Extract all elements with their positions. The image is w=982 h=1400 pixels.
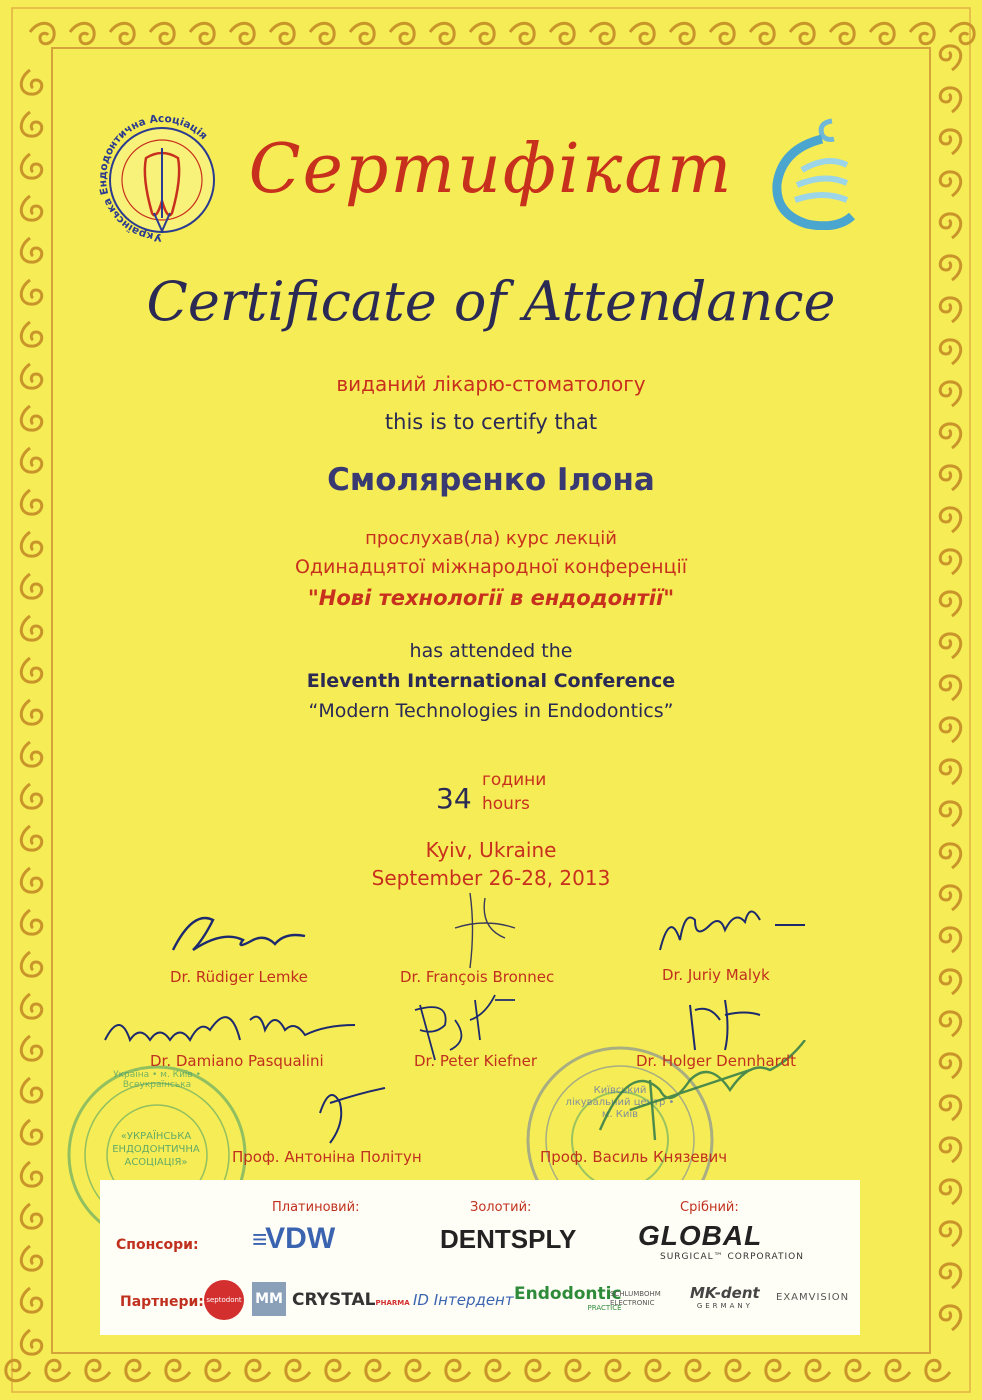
border-curl xyxy=(940,1138,960,1162)
border-curl xyxy=(940,214,960,238)
vdw-logo-text: VDW xyxy=(265,1222,336,1255)
border-curl xyxy=(940,1306,960,1330)
date: September 26-28, 2013 xyxy=(371,866,611,890)
border-curl xyxy=(910,23,934,43)
issued-ua: виданий лікарю-стоматологу xyxy=(336,372,646,396)
border-curl xyxy=(21,1162,41,1186)
signatory-politun: Проф. Антоніна Політун xyxy=(232,1148,422,1166)
attended-en: has attended the xyxy=(409,640,573,662)
border-curl xyxy=(21,1246,41,1270)
border-curl xyxy=(940,1012,960,1036)
border-curl xyxy=(390,23,414,43)
sponsor-tier-gold: Золотий: xyxy=(470,1200,532,1215)
border-curl xyxy=(870,23,894,43)
conference-en: Eleventh International Conference xyxy=(306,670,676,692)
border-curl xyxy=(21,742,41,766)
border-curl xyxy=(190,23,214,43)
border-curl xyxy=(310,23,334,43)
interdent-logo: ID Інтердент xyxy=(413,1291,514,1309)
border-curl xyxy=(86,1360,110,1380)
border-curl xyxy=(606,1360,630,1380)
crystal-logo xyxy=(292,1290,410,1310)
sponsors-label: Спонсори: xyxy=(116,1237,199,1253)
border-curl xyxy=(326,1360,350,1380)
border-curl xyxy=(166,1360,190,1380)
border-curl xyxy=(940,760,960,784)
border-curl xyxy=(150,23,174,43)
border-curl xyxy=(70,23,94,43)
border-curl xyxy=(406,1360,430,1380)
association-ring-ua: Українська Ендодонтична Асоціація xyxy=(96,112,210,244)
border-curl xyxy=(230,23,254,43)
title-en: Certificate of Attendance xyxy=(146,270,836,333)
endodontic-logo-sub: PRACTICE xyxy=(587,1304,622,1312)
attended-ua: прослухав(ла) курс лекцій xyxy=(365,528,617,549)
border-curl xyxy=(21,616,41,640)
mk-dent-logo xyxy=(690,1284,760,1310)
hours-block xyxy=(436,770,576,830)
crystal-logo-text: CRYSTAL xyxy=(292,1290,376,1310)
border-curl xyxy=(446,1360,470,1380)
border-curl xyxy=(940,1054,960,1078)
border-curl xyxy=(940,46,960,70)
border-curl xyxy=(806,1360,830,1380)
border-curl xyxy=(126,1360,150,1380)
endodontic-logo-text: Endodontic xyxy=(514,1284,622,1304)
signatory-dennhardt: Dr. Holger Dennhardt xyxy=(636,1052,796,1070)
conference-title-en: “Modern Technologies in Endodontics” xyxy=(308,700,674,722)
border-curl xyxy=(21,952,41,976)
border-curl xyxy=(270,23,294,43)
border-curl xyxy=(726,1360,750,1380)
mm-logo-text: MM xyxy=(255,1291,283,1307)
signature-bronnec xyxy=(430,888,540,973)
border-curl xyxy=(750,23,774,43)
hours-value: 34 xyxy=(436,782,472,815)
border-curl xyxy=(940,1222,960,1246)
border-curl xyxy=(350,23,374,43)
border-curl xyxy=(940,88,960,112)
border-curl xyxy=(940,1180,960,1204)
border-curl xyxy=(21,238,41,262)
border-curl xyxy=(926,1360,950,1380)
hours-label-ua: години xyxy=(482,770,547,790)
association-stamp-center: «УКРАЇНСЬКА ЕНДОДОНТИЧНА АСОЦІАЦІЯ» xyxy=(112,1131,200,1168)
border-curl xyxy=(430,23,454,43)
border-curl xyxy=(206,1360,230,1380)
clinic-stamp-ring: Київський лікувальний центр • м. Київ xyxy=(565,1085,675,1120)
border-curl xyxy=(21,1204,41,1228)
signatory-kniazevych: Проф. Василь Князевич xyxy=(540,1148,728,1166)
border-curl xyxy=(940,928,960,952)
signature-pasqualini xyxy=(100,1000,370,1060)
association-stamp-ring: Україна • м. Київ • Всеукраїнська xyxy=(113,1070,201,1090)
border-curl xyxy=(940,1096,960,1120)
border-curl xyxy=(790,23,814,43)
border-curl xyxy=(470,23,494,43)
sponsors-panel xyxy=(100,1180,860,1335)
border-curl xyxy=(6,1360,30,1380)
mk-dent-logo-sub: GERMANY xyxy=(696,1302,753,1310)
dentsply-logo: DENTSPLY xyxy=(440,1224,577,1254)
border-curl xyxy=(940,1264,960,1288)
border-curl xyxy=(670,23,694,43)
border-curl xyxy=(566,1360,590,1380)
recipient-name: Смоляренко Ілона xyxy=(327,462,655,498)
signatory-bronnec: Dr. François Bronnec xyxy=(400,968,555,986)
border-curl xyxy=(21,994,41,1018)
border-curl xyxy=(21,1330,41,1354)
border-curl xyxy=(940,340,960,364)
mk-dent-logo-text: MK-dent xyxy=(690,1284,760,1302)
border-curl xyxy=(21,910,41,934)
border-curl xyxy=(510,23,534,43)
certify-en: this is to certify that xyxy=(384,410,598,434)
border-curl xyxy=(526,1360,550,1380)
signature-lemke xyxy=(168,905,318,965)
endodontic-practice-logo xyxy=(514,1284,622,1312)
border-curl xyxy=(686,1360,710,1380)
border-curl xyxy=(710,23,734,43)
border-curl xyxy=(21,1078,41,1102)
conference-title-ua: "Нові технології в ендодонтії" xyxy=(307,586,675,610)
signatory-pasqualini: Dr. Damiano Pasqualini xyxy=(150,1052,324,1070)
schlumbohm-logo xyxy=(610,1290,661,1308)
examvision-logo: EXAMVISION xyxy=(776,1292,850,1303)
border-curl xyxy=(646,1360,670,1380)
schlumbohm-logo-text: SCHLUMBOHM xyxy=(610,1290,661,1298)
signatory-kiefner: Dr. Peter Kiefner xyxy=(414,1052,538,1070)
sponsor-tier-silver: Срібний: xyxy=(680,1200,739,1215)
signature-malyk xyxy=(655,900,815,960)
crystal-logo-sub: PHARMA xyxy=(375,1299,410,1307)
border-curl xyxy=(286,1360,310,1380)
vdw-logo: ≡VDW xyxy=(252,1222,336,1255)
border-curl xyxy=(830,23,854,43)
border-curl xyxy=(21,1288,41,1312)
border-curl xyxy=(630,23,654,43)
schlumbohm-logo-sub: ELECTRONIC xyxy=(610,1299,655,1307)
border-curl xyxy=(766,1360,790,1380)
border-curl xyxy=(30,23,54,43)
title-ua: Сертифікат xyxy=(248,130,734,209)
border-curl xyxy=(246,1360,270,1380)
border-curl xyxy=(366,1360,390,1380)
border-curl xyxy=(21,784,41,808)
border-curl xyxy=(550,23,574,43)
sponsor-tier-platinum: Платиновий: xyxy=(272,1200,360,1215)
global-logo-sub: SURGICAL™ CORPORATION xyxy=(660,1252,804,1262)
border-curl xyxy=(940,802,960,826)
border-curl xyxy=(846,1360,870,1380)
mm-logo xyxy=(252,1282,286,1316)
border-curl xyxy=(590,23,614,43)
hours-label-en: hours xyxy=(482,794,530,814)
septodont-logo xyxy=(204,1280,244,1320)
conference-ua: Одинадцятої міжнародної конференції xyxy=(294,556,688,578)
signatory-malyk: Dr. Juriy Malyk xyxy=(662,966,770,984)
border-curl xyxy=(21,1120,41,1144)
border-curl xyxy=(110,23,134,43)
signature-politun xyxy=(300,1078,390,1148)
border-curl xyxy=(940,970,960,994)
place: Kyiv, Ukraine xyxy=(425,838,557,862)
signatory-lemke: Dr. Rüdiger Lemke xyxy=(170,968,308,986)
border-curl xyxy=(886,1360,910,1380)
border-curl xyxy=(21,1036,41,1060)
global-logo: GLOBAL xyxy=(638,1220,763,1251)
partners-label: Партнери: xyxy=(120,1294,204,1310)
border-curl xyxy=(486,1360,510,1380)
border-curl xyxy=(46,1360,70,1380)
border-curl xyxy=(21,70,41,94)
septodont-logo-text: septodont xyxy=(206,1296,242,1304)
